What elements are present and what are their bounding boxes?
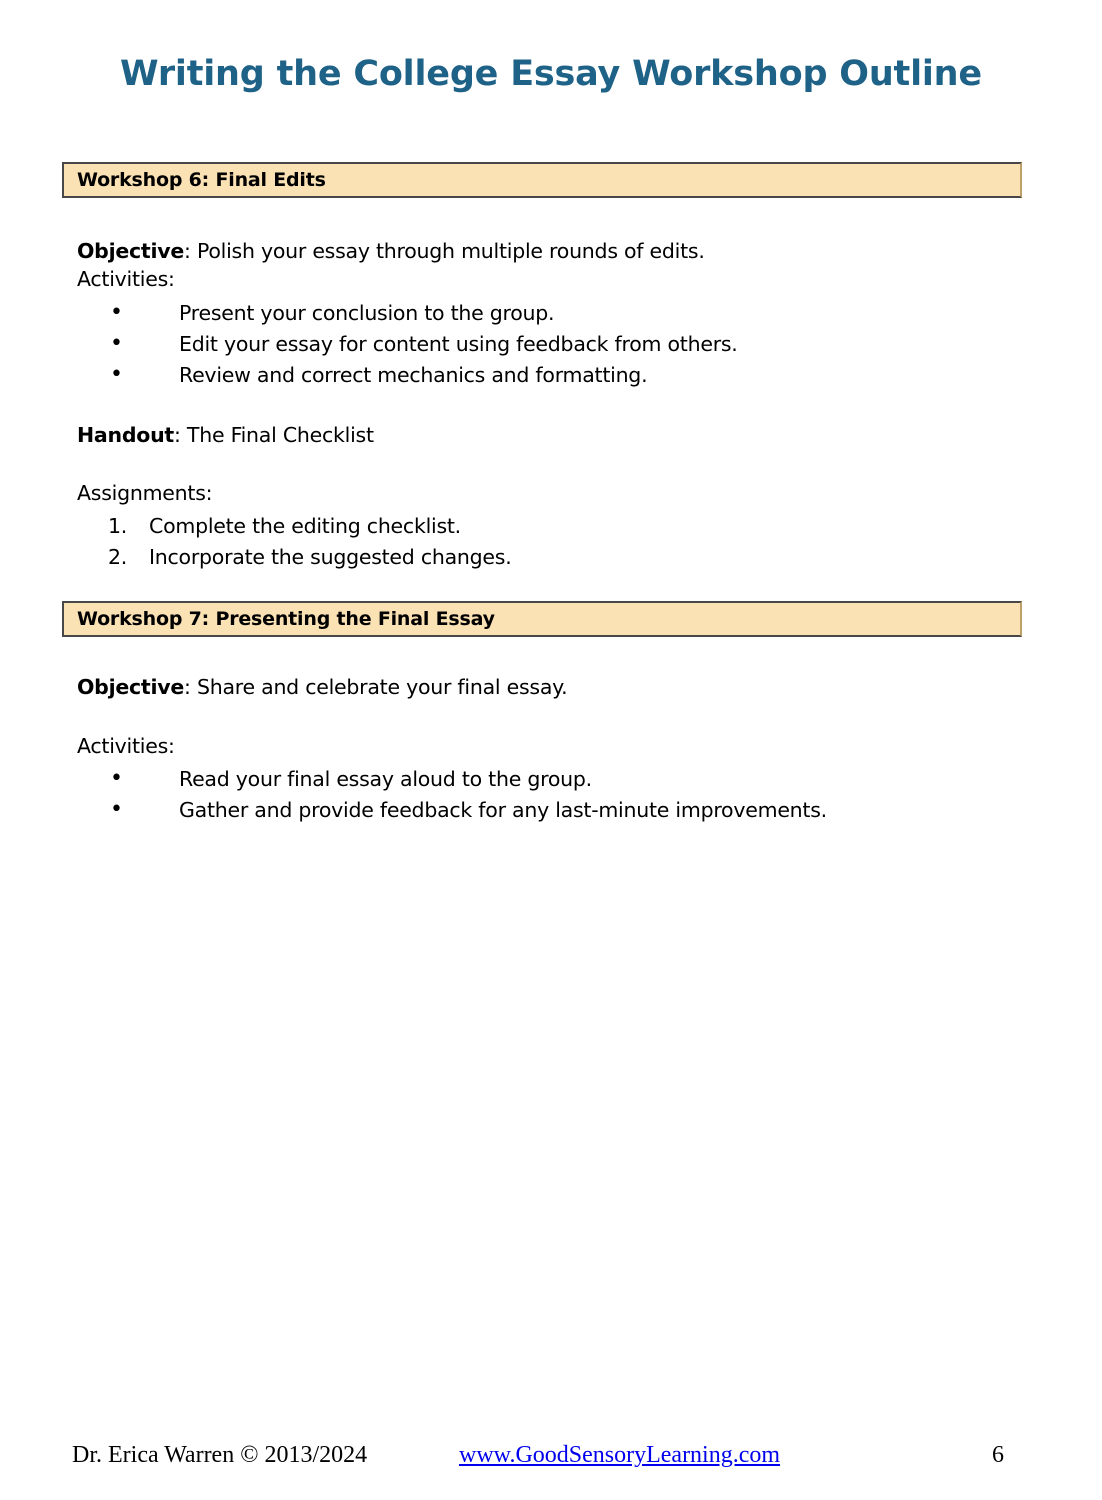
page-footer (0, 1440, 1102, 1480)
bullet-icon: • (110, 766, 123, 791)
workshop-6-activities-label: Activities: (77, 267, 175, 291)
objective-text: : Polish your essay through multiple rounds of edits. (184, 239, 705, 263)
objective-text: : Share and celebrate your final essay. (184, 675, 568, 699)
section-header-workshop-6 (62, 162, 1022, 198)
list-item-label: Gather and provide feedback for any last-minute improvements. (179, 798, 827, 822)
workshop-6-handout (77, 420, 374, 450)
list-item (108, 511, 1008, 541)
footer-author: Dr. Erica Warren © 2013/2024 (72, 1442, 368, 1468)
list-item-label: Incorporate the suggested changes. (149, 545, 512, 569)
bullet-icon: • (110, 797, 123, 822)
list-number: 1. (108, 514, 128, 538)
footer-website-link[interactable]: www.GoodSensoryLearning.com (459, 1442, 781, 1468)
list-item-label: Review and correct mechanics and formatting. (179, 363, 648, 387)
page-number: 6 (992, 1442, 1004, 1468)
objective-label: Objective (77, 239, 185, 263)
list-item-label: Read your final essay aloud to the group. (179, 767, 592, 791)
section-header-label: Workshop 7: Presenting the Final Essay (77, 608, 495, 630)
list-item (110, 764, 1010, 794)
workshop-6-objective (77, 236, 705, 266)
bullet-icon: • (110, 362, 123, 387)
page-title: Writing the College Essay Workshop Outline (120, 54, 982, 94)
bullet-icon: • (110, 331, 123, 356)
list-item (110, 329, 1010, 359)
list-item-label: Complete the editing checklist. (149, 514, 461, 538)
workshop-7-objective (77, 672, 567, 702)
handout-text: : The Final Checklist (174, 423, 374, 447)
section-header-workshop-7 (62, 601, 1022, 637)
list-item (110, 360, 1010, 390)
list-item (108, 542, 1008, 572)
handout-label: Handout (77, 423, 174, 447)
section-header-label: Workshop 6: Final Edits (77, 169, 326, 191)
list-item (110, 795, 1010, 825)
list-item-label: Edit your essay for content using feedback from others. (179, 332, 738, 356)
workshop-6-assignments-label: Assignments: (77, 481, 213, 505)
list-item-label: Present your conclusion to the group. (179, 301, 555, 325)
list-item (110, 298, 1010, 328)
objective-label: Objective (77, 675, 185, 699)
workshop-7-activities-label: Activities: (77, 734, 175, 758)
list-number: 2. (108, 545, 128, 569)
bullet-icon: • (110, 300, 123, 325)
